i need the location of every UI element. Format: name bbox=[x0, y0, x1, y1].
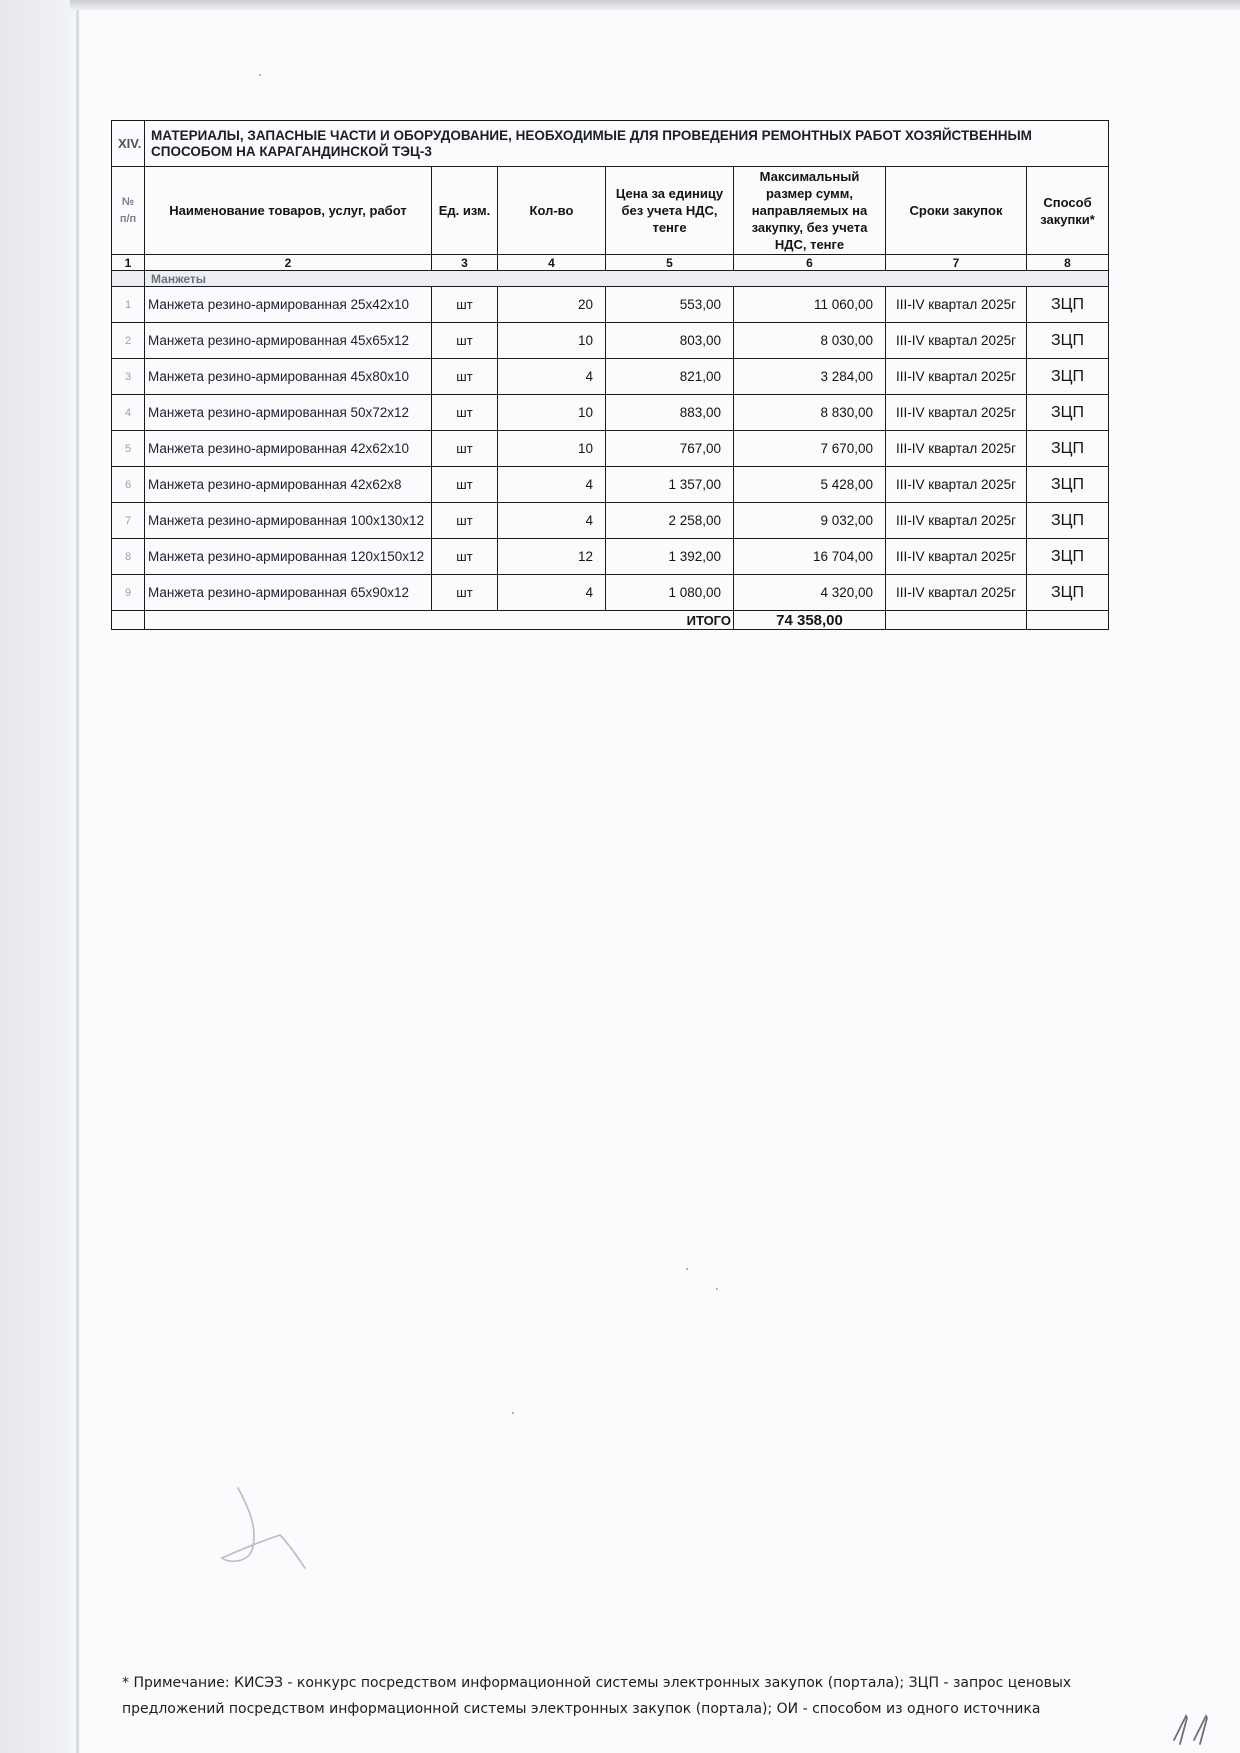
item-price: 1 392,00 bbox=[606, 539, 734, 575]
table-row bbox=[112, 575, 1109, 611]
table-row bbox=[112, 467, 1109, 503]
item-price: 553,00 bbox=[606, 287, 734, 323]
item-name: Манжета резино-армированная 50х72х12 bbox=[145, 395, 432, 431]
item-sum: 3 284,00 bbox=[734, 359, 886, 395]
item-method: ЗЦП bbox=[1027, 287, 1109, 323]
page-number-handwritten bbox=[1160, 1710, 1220, 1750]
total-label: ИТОГО bbox=[145, 611, 734, 630]
row-number: 3 bbox=[112, 359, 145, 395]
item-unit: шт bbox=[432, 323, 498, 359]
item-sum: 5 428,00 bbox=[734, 467, 886, 503]
item-unit: шт bbox=[432, 503, 498, 539]
item-unit: шт bbox=[432, 359, 498, 395]
group-name: Манжеты bbox=[145, 271, 1109, 287]
table-row bbox=[112, 503, 1109, 539]
item-term: III-IV квартал 2025г bbox=[886, 359, 1027, 395]
header-name: Наименование товаров, услуг, работ bbox=[145, 167, 432, 255]
column-index: 4 bbox=[498, 255, 606, 271]
item-qty: 4 bbox=[498, 503, 606, 539]
item-price: 2 258,00 bbox=[606, 503, 734, 539]
section-number: XIV. bbox=[112, 121, 145, 167]
signature-mark bbox=[210, 1480, 320, 1570]
item-unit: шт bbox=[432, 575, 498, 611]
item-name: Манжета резино-армированная 42х62х10 bbox=[145, 431, 432, 467]
item-unit: шт bbox=[432, 287, 498, 323]
footnote: * Примечание: КИСЭЗ - конкурс посредством информационной системы электронных закупок (портала); ЗЦП - запрос ценовых предложений посредством информационной системы электронных закупок (портала); ОИ - способом из одного источника bbox=[122, 1675, 1072, 1717]
item-name: Манжета резино-армированная 100х130х12 bbox=[145, 503, 432, 539]
item-term: III-IV квартал 2025г bbox=[886, 575, 1027, 611]
item-price: 803,00 bbox=[606, 323, 734, 359]
item-term: III-IV квартал 2025г bbox=[886, 467, 1027, 503]
column-index: 6 bbox=[734, 255, 886, 271]
column-index: 8 bbox=[1027, 255, 1109, 271]
item-qty: 10 bbox=[498, 323, 606, 359]
item-price: 883,00 bbox=[606, 395, 734, 431]
item-unit: шт bbox=[432, 467, 498, 503]
section-title: МАТЕРИАЛЫ, ЗАПАСНЫЕ ЧАСТИ И ОБОРУДОВАНИЕ, НЕОБХОДИМЫЕ ДЛЯ ПРОВЕДЕНИЯ РЕМОНТНЫХ РАБОТ ХОЗЯЙСТВЕННЫМ СПОСОБОМ НА КАРАГАНДИНСКОЙ ТЭЦ-3 bbox=[145, 121, 1109, 167]
item-term: III-IV квартал 2025г bbox=[886, 323, 1027, 359]
item-unit: шт bbox=[432, 539, 498, 575]
scan-page-edge bbox=[76, 10, 79, 1753]
item-name: Манжета резино-армированная 65х90х12 bbox=[145, 575, 432, 611]
item-name: Манжета резино-армированная 45х80х10 bbox=[145, 359, 432, 395]
row-number: 9 bbox=[112, 575, 145, 611]
scan-speck bbox=[686, 1268, 688, 1270]
group-row bbox=[112, 271, 1109, 287]
item-qty: 4 bbox=[498, 575, 606, 611]
item-term: III-IV квартал 2025г bbox=[886, 431, 1027, 467]
item-qty: 4 bbox=[498, 467, 606, 503]
table-body bbox=[112, 287, 1109, 611]
item-name: Манжета резино-армированная 25х42х10 bbox=[145, 287, 432, 323]
column-header-row bbox=[112, 167, 1109, 255]
item-method: ЗЦП bbox=[1027, 431, 1109, 467]
item-qty: 12 bbox=[498, 539, 606, 575]
item-sum: 16 704,00 bbox=[734, 539, 886, 575]
scan-speck bbox=[259, 74, 261, 76]
item-sum: 8 830,00 bbox=[734, 395, 886, 431]
item-name: Манжета резино-армированная 45х65х12 bbox=[145, 323, 432, 359]
scan-shadow-top bbox=[70, 0, 1240, 10]
header-qty: Кол-во bbox=[498, 167, 606, 255]
column-index: 5 bbox=[606, 255, 734, 271]
item-sum: 4 320,00 bbox=[734, 575, 886, 611]
item-sum: 11 060,00 bbox=[734, 287, 886, 323]
total-value: 74 358,00 bbox=[734, 611, 886, 630]
item-unit: шт bbox=[432, 395, 498, 431]
item-qty: 10 bbox=[498, 431, 606, 467]
item-price: 767,00 bbox=[606, 431, 734, 467]
item-sum: 8 030,00 bbox=[734, 323, 886, 359]
column-index: 7 bbox=[886, 255, 1027, 271]
header-num: № п/п bbox=[112, 167, 145, 255]
item-unit: шт bbox=[432, 431, 498, 467]
column-index-row bbox=[112, 255, 1109, 271]
item-method: ЗЦП bbox=[1027, 575, 1109, 611]
header-method: Способ закупки* bbox=[1027, 167, 1109, 255]
column-index: 1 bbox=[112, 255, 145, 271]
item-qty: 10 bbox=[498, 395, 606, 431]
item-price: 1 357,00 bbox=[606, 467, 734, 503]
table-row bbox=[112, 323, 1109, 359]
row-number: 2 bbox=[112, 323, 145, 359]
row-number: 1 bbox=[112, 287, 145, 323]
row-number: 7 bbox=[112, 503, 145, 539]
item-qty: 20 bbox=[498, 287, 606, 323]
table-row bbox=[112, 395, 1109, 431]
item-qty: 4 bbox=[498, 359, 606, 395]
item-price: 1 080,00 bbox=[606, 575, 734, 611]
table-row bbox=[112, 539, 1109, 575]
column-index: 2 bbox=[145, 255, 432, 271]
item-method: ЗЦП bbox=[1027, 467, 1109, 503]
item-method: ЗЦП bbox=[1027, 359, 1109, 395]
item-term: III-IV квартал 2025г bbox=[886, 287, 1027, 323]
procurement-table bbox=[111, 120, 1109, 630]
item-method: ЗЦП bbox=[1027, 503, 1109, 539]
item-method: ЗЦП bbox=[1027, 323, 1109, 359]
total-row bbox=[112, 611, 1109, 630]
header-term: Сроки закупок bbox=[886, 167, 1027, 255]
scan-speck bbox=[512, 1412, 514, 1414]
table-row bbox=[112, 359, 1109, 395]
item-sum: 7 670,00 bbox=[734, 431, 886, 467]
item-method: ЗЦП bbox=[1027, 395, 1109, 431]
item-name: Манжета резино-армированная 120х150х12 bbox=[145, 539, 432, 575]
row-number: 6 bbox=[112, 467, 145, 503]
row-number: 4 bbox=[112, 395, 145, 431]
item-term: III-IV квартал 2025г bbox=[886, 539, 1027, 575]
header-price: Цена за единицу без учета НДС, тенге bbox=[606, 167, 734, 255]
item-term: III-IV квартал 2025г bbox=[886, 503, 1027, 539]
table-row bbox=[112, 287, 1109, 323]
scan-shadow-left bbox=[0, 0, 80, 1753]
column-index: 3 bbox=[432, 255, 498, 271]
header-unit: Ед. изм. bbox=[432, 167, 498, 255]
row-number: 8 bbox=[112, 539, 145, 575]
item-price: 821,00 bbox=[606, 359, 734, 395]
item-term: III-IV квартал 2025г bbox=[886, 395, 1027, 431]
scan-speck bbox=[716, 1288, 718, 1290]
section-header-row bbox=[112, 121, 1109, 167]
item-name: Манжета резино-армированная 42х62х8 bbox=[145, 467, 432, 503]
item-sum: 9 032,00 bbox=[734, 503, 886, 539]
row-number: 5 bbox=[112, 431, 145, 467]
item-method: ЗЦП bbox=[1027, 539, 1109, 575]
header-max-sum: Максимальный размер сумм, направляемых на закупку, без учета НДС, тенге bbox=[734, 167, 886, 255]
table-row bbox=[112, 431, 1109, 467]
